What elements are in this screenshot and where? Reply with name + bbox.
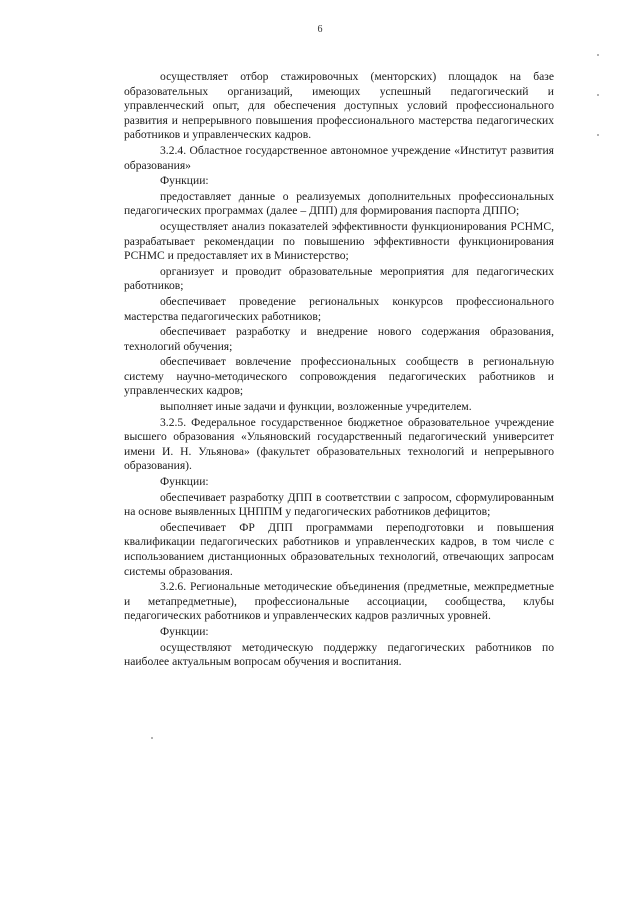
scan-speck [597,54,599,56]
list-item: выполняет иные задачи и функции, возложенные учредителем. [160,400,472,414]
list-item: осуществляет анализ показателей эффективности функционирования РСНМС, разрабатывает рекомендации по повышению эффективности функционирования РСНМС и предоставляет их в Министерство; [124,219,554,263]
functions-label: Функции: [160,174,209,188]
list-item: организует и проводит образовательные мероприятия для педагогических работников; [124,264,554,293]
list-item: предоставляет данные о реализуемых дополнительных профессиональных педагогических программах (далее – ДПП) для формирования паспорта ДППО; [124,189,554,218]
list-item: обеспечивает проведение региональных конкурсов профессионального мастерства педагогических работников; [124,294,554,323]
functions-label: Функции: [160,475,209,489]
paragraph: осуществляет отбор стажировочных (менторских) площадок на базе образовательных организаций, имеющих успешный педагогический и управленческий опыт, для обеспечения доступных условий профессионального развития и непрерывного повышения профессионального мастерства педагогических работников и управленческих кадров. [124,70,554,142]
list-item: обеспечивает разработку ДПП в соответствии с запросом, сформулированным на основе выявленных ЦНППМ у педагогических работников дефицитов; [124,490,554,519]
list-item: осуществляют методическую поддержку педагогических работников по наиболее актуальным вопросам обучения и воспитания. [124,640,554,669]
scan-speck [597,94,599,96]
list-item: обеспечивает ФР ДПП программами переподготовки и повышения квалификации педагогических работников и управленческих кадров, в том числе с использованием дистанционных образовательных технологий, отвечающих запросам системы образования. [124,520,554,578]
section-heading: 3.2.4. Областное государственное автономное учреждение «Институт развития образования» [124,143,554,172]
section-heading: 3.2.6. Региональные методические объединения (предметные, межпредметные и метапредметные), профессиональные ассоциации, сообщества, клубы педагогических работников и управленческих кадров различных уровней. [124,580,554,623]
section-heading: 3.2.5. Федеральное государственное бюджетное образовательное учреждение высшего образования «Ульяновский государственный педагогический университет имени И. Н. Ульянова» (факультет образовательных технологий и непрерывного образования). [124,415,554,473]
scan-speck [151,737,153,739]
list-item: обеспечивает разработку и внедрение нового содержания образования, технологий обучения; [124,325,554,353]
scan-speck [597,134,599,136]
functions-label: Функции: [160,624,209,638]
list-item: обеспечивает вовлечение профессиональных сообществ в региональную систему научно-методического сопровождения педагогических работников и управленческих кадров; [124,355,554,398]
document-body [124,70,554,670]
page-number: 6 [317,24,323,35]
